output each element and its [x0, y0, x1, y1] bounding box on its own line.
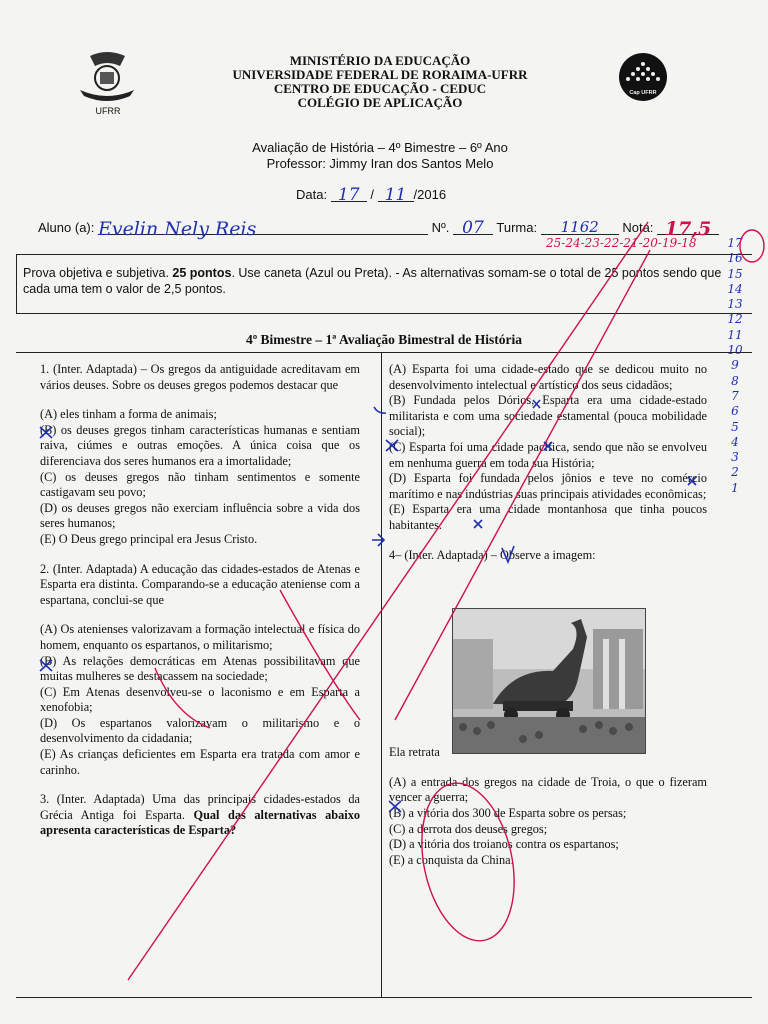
option[interactable]: (A) Esparta foi uma cidade-estado que se dedicou muito no desenvolvimento intelectual e artístico dos seus cidadãos; [389, 362, 707, 392]
score-tally: 25-24-23-22-21-20-19-18 [546, 236, 697, 250]
option[interactable]: (A) a entrada dos gregos na cidade de Troia, o que o fizeram vencer a guerra; [389, 774, 707, 805]
option[interactable]: (C) os deuses gregos não tinham sentimentos e somente castigavam seu povo; [40, 469, 360, 500]
institution-line: COLÉGIO DE APLICAÇÃO [297, 95, 463, 110]
instructions-points: 25 pontos [172, 266, 232, 280]
option[interactable]: (D) os deuses gregos não exerciam influência sobre a vida dos seres humanos; [40, 500, 360, 531]
question-3-stem-text: 3. (Inter. Adaptada) Uma das principais cidades-estados da Grécia Antiga foi Esparta. [40, 792, 360, 822]
instructions-box [16, 254, 752, 314]
option[interactable]: (A) eles tinham a forma de animais; [40, 407, 217, 422]
option[interactable]: (B) a vitória dos 300 de Esparta sobre os persas; [389, 805, 627, 820]
score-item: 1 [731, 480, 739, 495]
question-1-options [40, 407, 360, 547]
student-name-field: Evelin Nely Reis [98, 218, 428, 235]
option[interactable]: (C) Em Atenas desenvolveu-se o laconismo e em Esparta a xenofobia; [40, 684, 360, 715]
divider [16, 997, 752, 998]
option[interactable]: (E) O Deus grego principal era Jesus Cristo. [40, 531, 258, 546]
number-field: 07 [453, 218, 493, 235]
score-item: 12 [727, 312, 743, 327]
institution-header [200, 54, 560, 110]
option[interactable]: (E) As crianças deficientes em Esparta era tratada com amor e carinho. [40, 747, 360, 777]
option[interactable]: (A) Os atenienses valorizavam a formação intelectual e física do homem, enquanto os espartanos, o militarismo; [40, 622, 360, 652]
institution-line: MINISTÉRIO DA EDUCAÇÃO [289, 53, 471, 68]
date-year: /2016 [413, 187, 447, 202]
option[interactable]: (B) As relações democráticas em Atenas possibilitavam que muitas mulheres se destacassem na sociedade; [40, 653, 360, 684]
score-column [724, 236, 746, 496]
grade-label: Nota: [622, 220, 654, 235]
left-column [40, 362, 360, 853]
date-day-field: 17 [331, 185, 367, 202]
question-1-stem: 1. (Inter. Adaptada) – Os gregos da antiguidade acreditavam em vários deuses. Sobre os deuses gregos podemos destacar que [40, 362, 360, 392]
exam-title: Avaliação de História – 4º Bimestre – 6º Ano [252, 140, 508, 155]
instructions-prefix: Prova objetiva e subjetiva. [23, 266, 173, 280]
question-4-caption: Ela retrata [389, 745, 440, 760]
score-item: 8 [731, 373, 739, 388]
option[interactable]: (C) Esparta foi uma cidade pacífica, sendo que não se envolveu em nenhuma guerra em toda sua História; [389, 439, 707, 470]
option[interactable]: (C) a derrota dos deuses gregos; [389, 821, 548, 836]
exam-info [180, 140, 580, 172]
date-month-field: 11 [378, 185, 414, 202]
score-item: 7 [731, 388, 739, 403]
question-3-stem [40, 792, 360, 839]
score-item: 4 [731, 434, 739, 449]
score-item: 17 [727, 236, 743, 250]
class-field: 1162 [541, 218, 619, 235]
option[interactable]: (B) os deuses gregos tinham características humanas e sentiam raiva, ciúmes e outras emoções. A única coisa que os diferenciava dos seres humanos era a imortalidade; [40, 422, 360, 468]
score-item: 2 [731, 465, 739, 480]
score-item: 16 [727, 251, 743, 266]
score-item: 15 [727, 266, 743, 281]
grade-field: 17,5 [657, 218, 719, 235]
student-label: Aluno (a): [38, 220, 95, 235]
option[interactable]: (D) Os espartanos valorizavam o militarismo e o desenvolvimento da cidadania; [40, 715, 360, 746]
option[interactable]: (D) Esparta foi fundada pelos jônios e teve no comércio marítimo e nas indústrias suas principais atividades econômicas; [389, 471, 707, 501]
check-mark [374, 407, 386, 413]
date-row: Data: 17 / 11 /2016 [296, 185, 447, 205]
question-4-stem: 4– (Inter. Adaptada) – Observe a imagem: [389, 547, 596, 562]
trojan-horse-image [452, 608, 646, 754]
question-4-options [389, 775, 707, 869]
option[interactable]: (E) a conquista da China. [389, 852, 514, 867]
institution-line: CENTRO DE EDUCAÇÃO - CEDUC [273, 81, 487, 96]
ufrr-logo-caption: UFRR [95, 106, 121, 116]
arrow-mark [372, 534, 384, 546]
ufrr-logo [70, 46, 145, 121]
score-item: 6 [731, 404, 739, 419]
question-3-options [389, 362, 707, 534]
cap-logo [618, 52, 668, 102]
score-item: 13 [727, 297, 743, 312]
option[interactable]: (B) Fundada pelos Dórios, Esparta era uma cidade-estado militarista e com uma sociedade estamental (pouca mobilidade social); [389, 393, 707, 439]
number-label: Nº. [431, 220, 450, 235]
cap-logo-caption: Cap UFRR [629, 90, 657, 96]
score-item: 14 [727, 281, 743, 296]
exam-professor: Professor: Jimmy Iran dos Santos Melo [266, 156, 494, 171]
column-divider [381, 352, 382, 997]
option[interactable]: (D) a vitória dos troianos contra os espartanos; [389, 837, 619, 852]
question-2-options [40, 622, 360, 778]
date-label: Data: [296, 187, 328, 202]
score-item: 9 [731, 358, 739, 373]
score-item: 5 [731, 419, 739, 434]
score-item: 3 [731, 450, 739, 465]
institution-line: UNIVERSIDADE FEDERAL DE RORAIMA-UFRR [232, 67, 528, 82]
divider [16, 352, 752, 353]
question-3-stem-bold: Qual das alternativas abaixo apresenta características de Esparta? [40, 807, 360, 838]
section-title: 4º Bimestre – 1ª Avaliação Bimestral de História [245, 332, 523, 347]
score-item: 10 [727, 343, 743, 358]
trojan-horse-illustration-icon [453, 609, 645, 753]
option[interactable]: (E) Esparta era uma cidade montanhosa que tinha poucos habitantes. [389, 502, 707, 532]
class-label: Turma: [496, 220, 538, 235]
question-2-stem: 2. (Inter. Adaptada) A educação das cidades-estados de Atenas e Esparta era distinta. Comparando-se a educação ateniense com a espartana, conclui-se que [40, 561, 360, 607]
student-row [38, 218, 719, 240]
instructions-rest: . Use caneta (Azul ou Preta). - As alternativas somam-se o total de 25 pontos sendo que cada uma tem o valor de 2,5 pontos. [23, 266, 722, 296]
score-item: 11 [727, 327, 743, 342]
